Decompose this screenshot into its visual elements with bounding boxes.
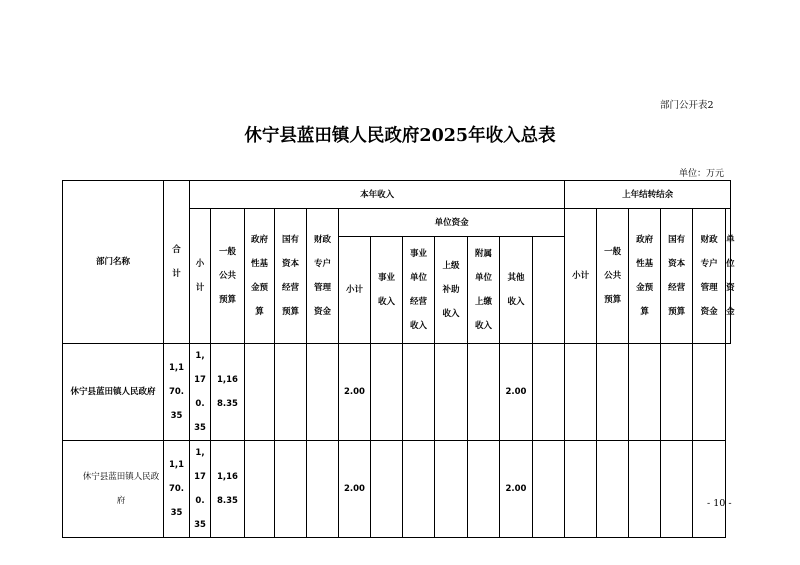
header-subsidy-income: 上级 补助 收入: [435, 237, 468, 344]
header-prior-state-capital: 国有 资本 经营 预算: [661, 209, 693, 344]
row-subtotal: 1, 17 0. 35: [190, 441, 211, 538]
header-prior-year-balance: 上年结转结余: [565, 181, 731, 209]
page-number: - 10 -: [707, 498, 732, 509]
row-general-budget: 1,16 8.35: [211, 344, 245, 441]
row-total: 1,1 70. 35: [164, 344, 190, 441]
header-affiliate-income: 附属 单位 上缴 收入: [468, 237, 500, 344]
row-other-income: 2.00: [500, 441, 533, 538]
header-unit-funds: 单位资金: [339, 209, 565, 237]
header-prior-subtotal: 小计: [565, 209, 597, 344]
row-unit-subtotal: 2.00: [339, 441, 371, 538]
header-operating-income: 事业 单位 经营 收入: [403, 237, 435, 344]
row-dept-name: 休宁县蓝田镇人民政府: [63, 441, 164, 538]
header-prior-general-budget: 一般 公共 预算: [597, 209, 629, 344]
header-current-year-income: 本年收入: [190, 181, 565, 209]
income-summary-table: [62, 180, 735, 538]
header-current-subtotal: 小 计: [190, 209, 211, 344]
header-unit-subtotal: 小计: [339, 237, 371, 344]
page-label: 部门公开表2: [660, 100, 714, 111]
header-prior-unit-funds: 单位 资金: [726, 209, 731, 344]
header-prior-gov-fund: 政府 性基 金预 算: [629, 209, 661, 344]
page-title: 休宁县蓝田镇人民政府2025年收入总表: [244, 126, 556, 146]
header-other-income: 其他 收入: [500, 237, 533, 344]
header-special-fund: 财政 专户 管理 资金: [307, 209, 339, 344]
header-total: 合 计: [164, 181, 190, 344]
row-other-income: 2.00: [500, 344, 533, 441]
header-business-income: 事业 收入: [371, 237, 403, 344]
table-row: [63, 441, 731, 538]
row-general-budget: 1,16 8.35: [211, 441, 245, 538]
table-row: [63, 344, 731, 441]
row-unit-subtotal: 2.00: [339, 344, 371, 441]
row-total: 1,1 70. 35: [164, 441, 190, 538]
header-state-capital: 国有 资本 经营 预算: [275, 209, 307, 344]
row-dept-name: 休宁县蓝田镇人民政府: [63, 344, 164, 441]
row-subtotal: 1, 17 0. 35: [190, 344, 211, 441]
header-gov-fund: 政府 性基 金预 算: [245, 209, 275, 344]
header-general-budget: 一般 公共 预算: [211, 209, 245, 344]
header-prior-special-fund: 财政 专户 管理 资金: [693, 209, 726, 344]
unit-label: 单位：万元: [679, 169, 725, 179]
header-dept: 部门名称: [63, 181, 164, 344]
